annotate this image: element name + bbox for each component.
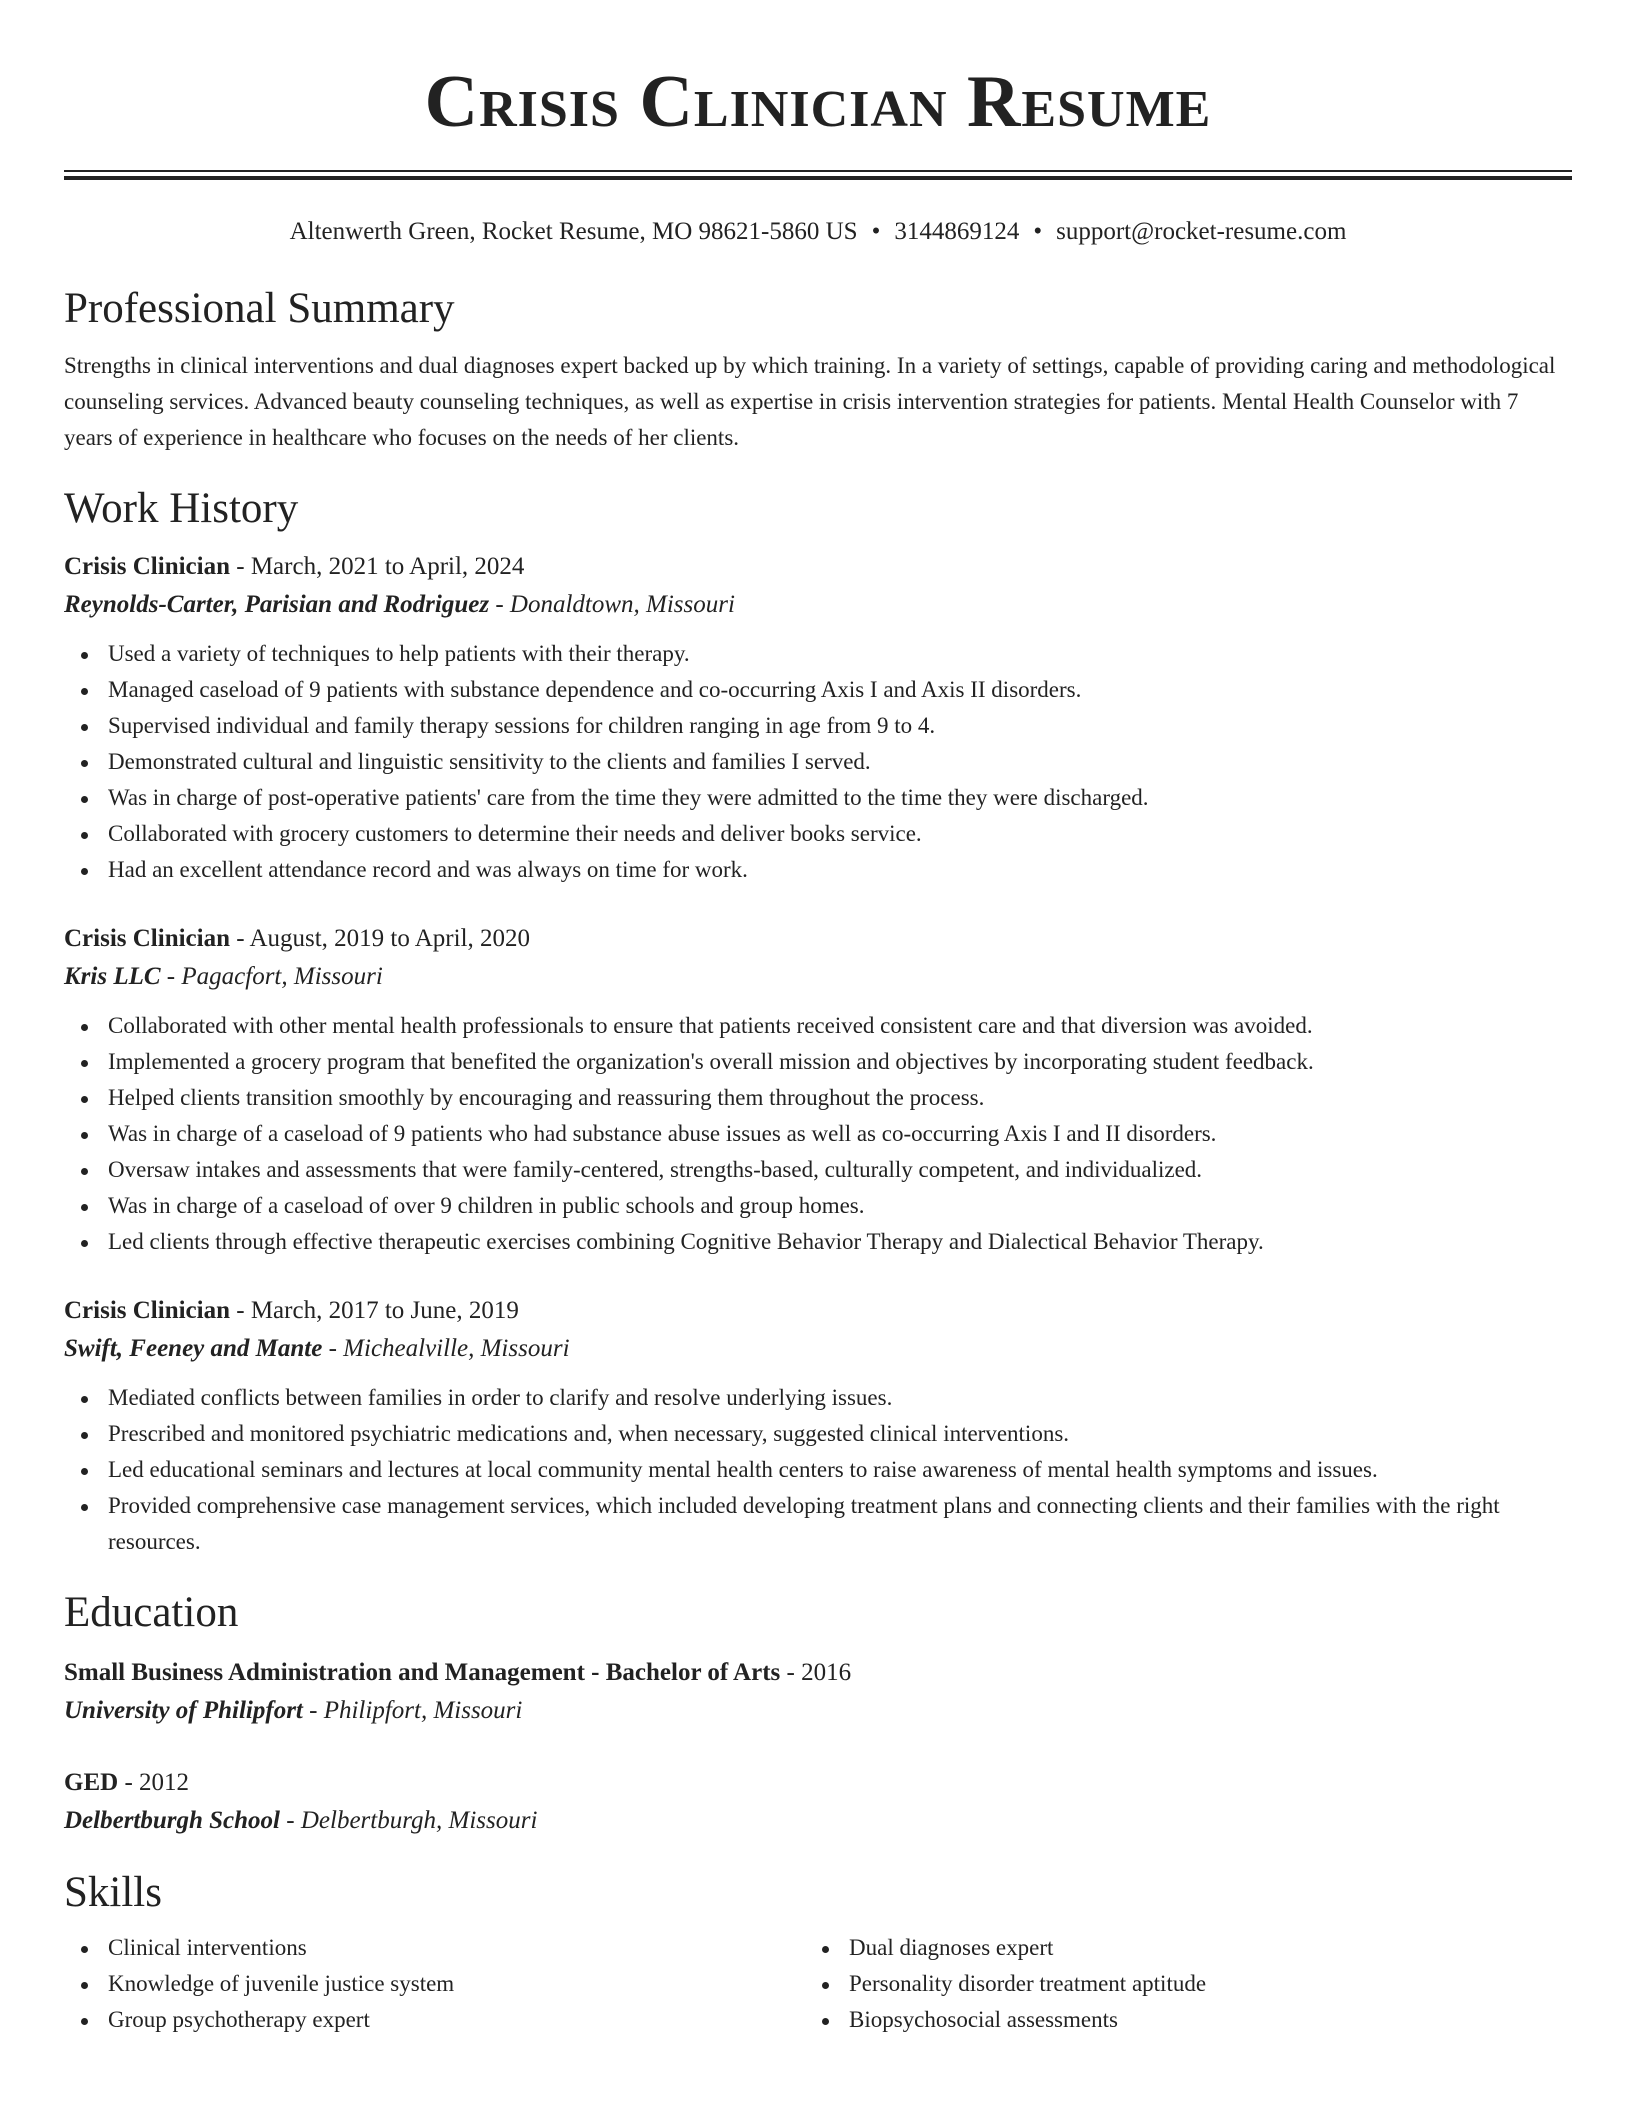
skill-item: Biopsychosocial assessments — [805, 2002, 1546, 2038]
job-duty: Was in charge of a caseload of 9 patients who had substance abuse issues as well as co-occurring Axis I and II disorders. — [64, 1116, 1572, 1152]
skills-grid — [64, 1930, 1572, 2038]
job-company-line — [64, 586, 1572, 624]
education-heading: Education — [64, 1589, 239, 1636]
job-duty: Led educational seminars and lectures at local community mental health centers to raise awareness of mental health symptoms and issues. — [64, 1452, 1572, 1488]
job-duty: Was in charge of a caseload of over 9 children in public schools and group homes. — [64, 1188, 1572, 1224]
job-duty: Used a variety of techniques to help patients with their therapy. — [64, 636, 1572, 672]
dash-separator: - — [230, 1297, 251, 1324]
job-company: Kris LLC — [64, 963, 161, 990]
job-duty: Collaborated with other mental health professionals to ensure that patients received consistent care and that diversion was avoided. — [64, 1008, 1572, 1044]
dash-separator: - — [780, 1659, 802, 1686]
job-title: Crisis Clinician — [64, 553, 230, 580]
skill-item: Knowledge of juvenile justice system — [64, 1966, 805, 2002]
education-school: Delbertburgh School — [64, 1807, 281, 1834]
job-duty: Led clients through effective therapeutic exercises combining Cognitive Behavior Therapy and Dialectical Behavior Therapy. — [64, 1224, 1572, 1260]
job-title-line — [64, 920, 1572, 958]
job-duty: Had an excellent attendance record and was always on time for work. — [64, 852, 1572, 888]
education-school: University of Philipfort — [64, 1697, 303, 1724]
contact-address: Altenwerth Green, Rocket Resume, MO 98621-5860 US — [289, 218, 858, 245]
job-location: Donaldtown, Missouri — [509, 591, 735, 618]
resume-title: Crisis Clinician Resume — [424, 61, 1212, 143]
contact-separator: • — [1033, 218, 1043, 245]
dash-separator: - — [489, 591, 510, 618]
education-degree-line — [64, 1764, 1572, 1802]
divider-thick-line — [64, 176, 1572, 180]
skill-item: Dual diagnoses expert — [805, 1930, 1546, 1966]
dash-separator: - — [118, 1769, 140, 1796]
job-duties-list — [64, 636, 1572, 888]
dash-separator: - — [302, 1697, 324, 1724]
job-location: Michealville, Missouri — [343, 1335, 570, 1362]
skills-column-left — [64, 1930, 805, 2038]
skills-heading: Skills — [64, 1869, 162, 1916]
job-company: Swift, Feeney and Mante — [64, 1335, 323, 1362]
dash-separator: - — [322, 1335, 344, 1362]
resume-page — [64, 0, 1572, 2038]
contact-phone: 3144869124 — [894, 218, 1020, 245]
job-company-line — [64, 1330, 1572, 1368]
job-dates: March, 2017 to June, 2019 — [250, 1297, 519, 1324]
education-school-line — [64, 1692, 1572, 1730]
dash-separator: - — [280, 1807, 301, 1834]
job-company-line — [64, 958, 1572, 996]
work-history-heading: Work History — [64, 485, 299, 532]
summary-heading: Professional Summary — [64, 285, 455, 332]
skill-item: Personality disorder treatment aptitude — [805, 1966, 1546, 2002]
education-year: 2012 — [139, 1769, 190, 1796]
job-dates: August, 2019 to April, 2020 — [249, 925, 531, 952]
job-duty: Oversaw intakes and assessments that were family-centered, strengths-based, culturally competent, and individualized. — [64, 1152, 1572, 1188]
job-location: Pagacfort, Missouri — [181, 963, 383, 990]
job-duties-list — [64, 1008, 1572, 1260]
job-title-line — [64, 1292, 1572, 1330]
job-title: Crisis Clinician — [64, 1297, 230, 1324]
divider-thin-line — [64, 170, 1572, 172]
education-location: Philipfort, Missouri — [323, 1697, 523, 1724]
education-degree: GED — [64, 1769, 119, 1796]
job-duty: Prescribed and monitored psychiatric medications and, when necessary, suggested clinical interventions. — [64, 1416, 1572, 1452]
education-school-line — [64, 1802, 1572, 1840]
job-title: Crisis Clinician — [64, 925, 230, 952]
contact-line — [64, 216, 1572, 248]
dash-separator: - — [160, 963, 182, 990]
job-duty: Demonstrated cultural and linguistic sensitivity to the clients and families I served. — [64, 744, 1572, 780]
job-duty: Implemented a grocery program that benefited the organization's overall mission and objectives by incorporating student feedback. — [64, 1044, 1572, 1080]
dash-separator: - — [230, 553, 251, 580]
education-degree: Small Business Administration and Management - Bachelor of Arts — [64, 1659, 781, 1686]
job-duty: Supervised individual and family therapy sessions for children ranging in age from 9 to 4. — [64, 708, 1572, 744]
dash-separator: - — [230, 925, 250, 952]
skill-item: Group psychotherapy expert — [64, 2002, 805, 2038]
job-duty: Collaborated with grocery customers to determine their needs and deliver books service. — [64, 816, 1572, 852]
contact-separator: • — [871, 218, 881, 245]
job-duty: Mediated conflicts between families in order to clarify and resolve underlying issues. — [64, 1380, 1572, 1416]
job-dates: March, 2021 to April, 2024 — [250, 553, 525, 580]
skill-item: Clinical interventions — [64, 1930, 805, 1966]
job-title-line — [64, 548, 1572, 586]
education-year: 2016 — [801, 1659, 852, 1686]
job-duty: Was in charge of post-operative patients' care from the time they were admitted to the time they were discharged. — [64, 780, 1572, 816]
education-location: Delbertburgh, Missouri — [300, 1807, 538, 1834]
summary-text: Strengths in clinical interventions and dual diagnoses expert backed up by which training. In a variety of settings, capable of providing caring and methodological counseling services. Advanced beauty counseling techniques, as well as expertise in crisis intervention strategies for patients. Mental Health Counselor with 7 years of experience in healthcare who focuses on the needs of her clients. — [64, 353, 1556, 450]
job-duty: Managed caseload of 9 patients with substance dependence and co-occurring Axis I and Axis II disorders. — [64, 672, 1572, 708]
job-duties-list — [64, 1380, 1572, 1560]
job-duty: Provided comprehensive case management services, which included developing treatment plans and connecting clients and their families with the right resources. — [64, 1488, 1572, 1560]
contact-email: support@rocket-resume.com — [1056, 218, 1347, 245]
education-degree-line — [64, 1654, 1572, 1692]
title-divider — [64, 170, 1572, 182]
job-company: Reynolds-Carter, Parisian and Rodriguez — [64, 591, 490, 618]
skills-column-right — [805, 1930, 1546, 2038]
job-duty: Helped clients transition smoothly by encouraging and reassuring them throughout the process. — [64, 1080, 1572, 1116]
